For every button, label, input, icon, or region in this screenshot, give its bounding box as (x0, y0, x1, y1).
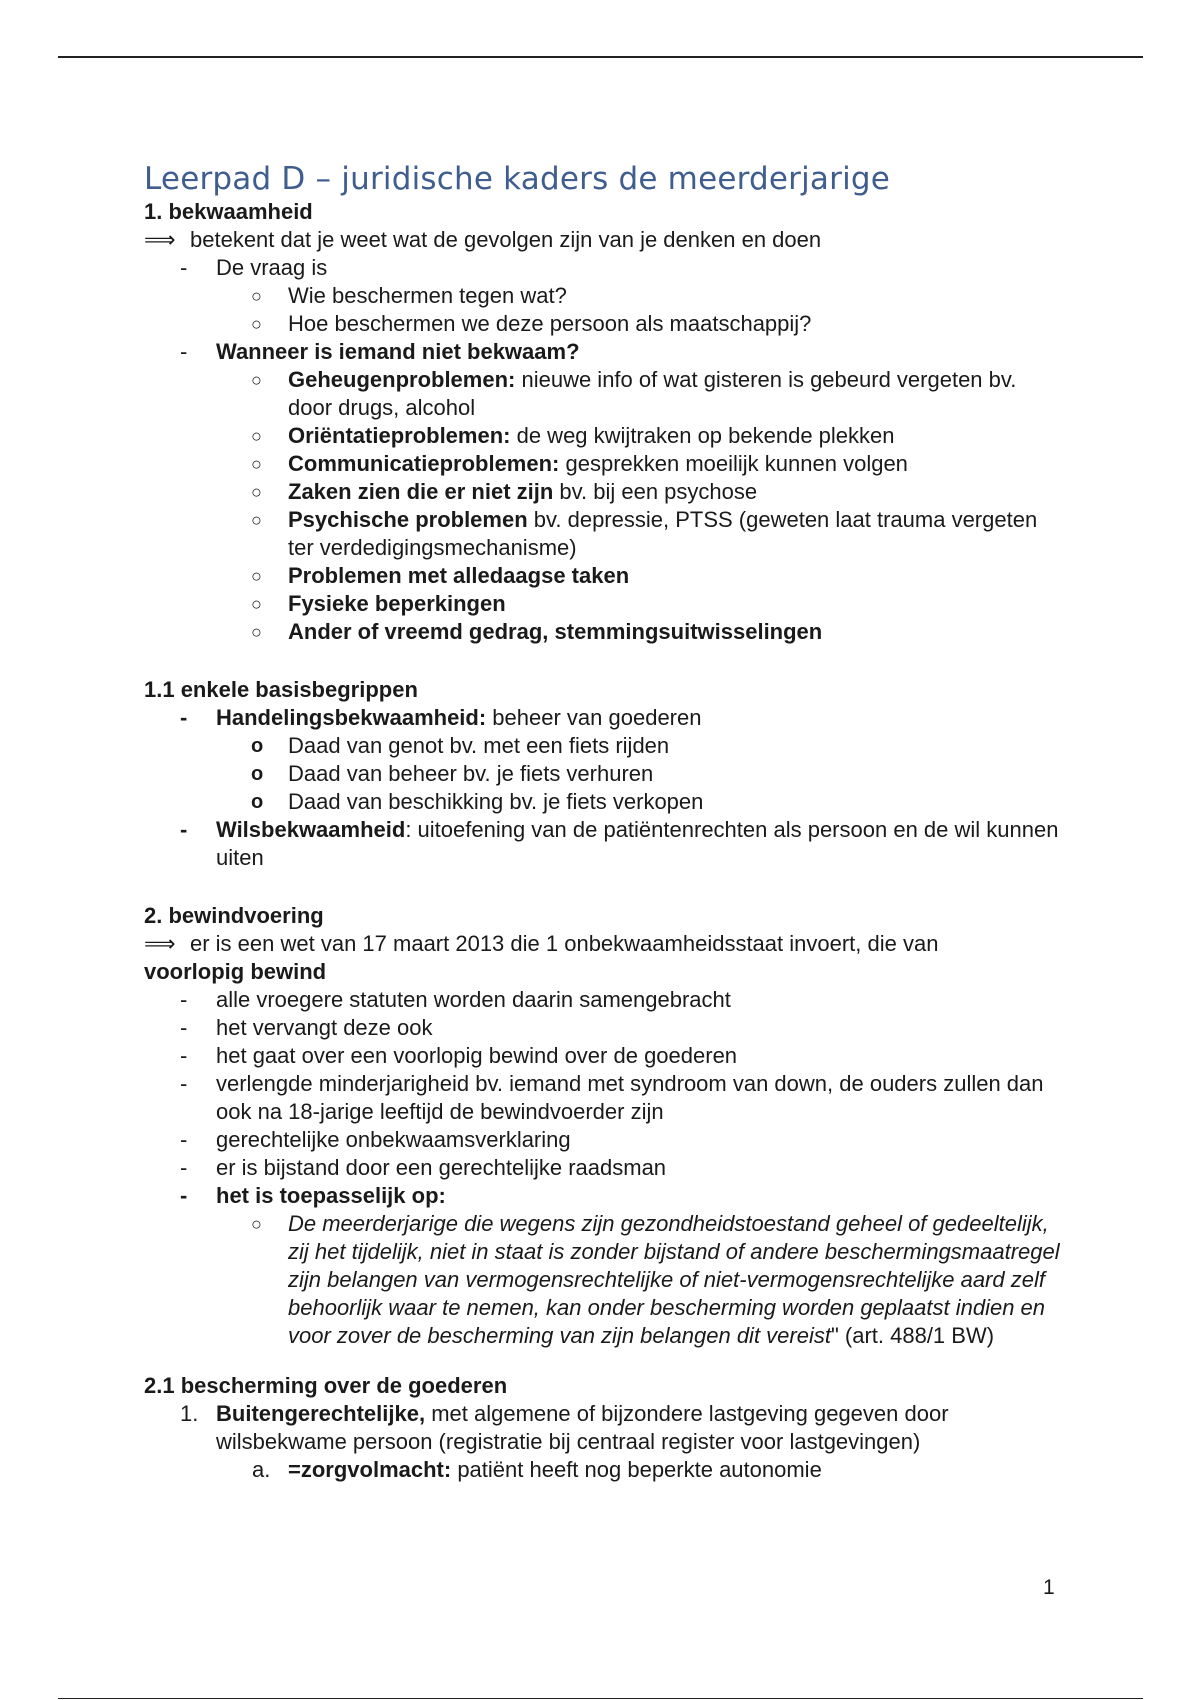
list-item: ○ Hoe beschermen we deze persoon als maatschappij? (251, 311, 812, 336)
list-item: a. =zorgvolmacht: patiënt heeft nog beperkte autonomie (252, 1457, 822, 1482)
page-number: 1 (1043, 1576, 1055, 1599)
list-item: - Handelingsbekwaamheid: beheer van goederen (180, 705, 702, 730)
list-item: - het vervangt deze ook (180, 1015, 433, 1040)
list-item: ○ Oriëntatieproblemen: de weg kwijtraken op bekende plekken (251, 423, 895, 448)
header-rule (58, 56, 1143, 58)
arrow-icon: ⟹ (144, 227, 176, 252)
list-item: ○ Fysieke beperkingen (251, 591, 506, 616)
list-item: - het is toepasselijk op: (180, 1183, 446, 1208)
list-item: ○ Communicatieproblemen: gesprekken moeilijk kunnen volgen (251, 451, 908, 476)
list-item: o Daad van beschikking bv. je fiets verkopen (251, 789, 704, 814)
heading-bescherming: 2.1 bescherming over de goederen (144, 1373, 508, 1398)
list-item: o Daad van beheer bv. je fiets verhuren (251, 761, 654, 786)
quote-item: ○ De meerderjarige die wegens zijn gezondheidstoestand geheel of gedeeltelijk, zij het tijdelijk, niet in staat is zonder bijstand of andere beschermingsmaatregel zijn belangen van vermogensrechtelijke of niet-vermogensrechtelijke aard zelf behoorlijk waar te nemen, kan onder bescherming worden geplaatst indien en voor zover de bescherming van zijn belangen dit vereist" (art. 488/1 BW) (251, 1211, 1060, 1348)
list-bewindvoering (144, 986, 1064, 1350)
list-item: ○ Problemen met alledaagse taken (251, 563, 630, 588)
list-item: - De vraag is (180, 255, 328, 280)
list-item: - er is bijstand door een gerechtelijke raadsman (180, 1155, 667, 1180)
list-item: 1. Buitengerechtelijke, met algemene of bijzondere lastgeving gegeven door wilsbekwame persoon (registratie bij centraal register voor lastgevingen) (180, 1401, 949, 1454)
intro-line: ⟹ er is een wet van 17 maart 2013 die 1 onbekwaamheidsstaat invoert, die van voorlopig bewind (144, 931, 939, 984)
intro-line: ⟹ betekent dat je weet wat de gevolgen zijn van je denken en doen (144, 227, 822, 252)
list-item: - Wilsbekwaamheid: uitoefening van de patiëntenrechten als persoon en de wil kunnen uiten (180, 817, 1059, 870)
list-item: - het gaat over een voorlopig bewind over de goederen (180, 1043, 738, 1068)
list-basisbegrippen (144, 704, 1064, 872)
heading-bewindvoering: 2. bewindvoering (144, 903, 324, 928)
list-item: ○ Wie beschermen tegen wat? (251, 283, 567, 308)
list-item: - Wanneer is iemand niet bekwaam? (180, 339, 580, 364)
arrow-icon: ⟹ (144, 931, 176, 956)
list-bekwaamheid (144, 254, 1064, 646)
list-item: ○ Ander of vreemd gedrag, stemmingsuitwisselingen (251, 619, 823, 644)
list-bescherming (144, 1400, 1064, 1484)
list-item: - verlengde minderjarigheid bv. iemand met syndroom van down, de ouders zullen dan ook na 18-jarige leeftijd de bewindvoerder zijn (180, 1071, 1044, 1124)
document-body (144, 160, 1064, 1484)
heading-bekwaamheid: 1. bekwaamheid (144, 199, 313, 224)
document-title: Leerpad D – juridische kaders de meerderjarige (144, 161, 891, 197)
list-item: o Daad van genot bv. met een fiets rijden (251, 733, 670, 758)
list-item: ○ Zaken zien die er niet zijn bv. bij een psychose (251, 479, 758, 504)
list-item: - gerechtelijke onbekwaamsverklaring (180, 1127, 571, 1152)
list-item: - alle vroegere statuten worden daarin samengebracht (180, 987, 731, 1012)
footer-rule (58, 1698, 1143, 1699)
heading-basisbegrippen: 1.1 enkele basisbegrippen (144, 677, 418, 702)
list-item: ○ Psychische problemen bv. depressie, PTSS (geweten laat trauma vergeten ter verdedigingsmechanisme) (251, 507, 1038, 560)
list-item: ○ Geheugenproblemen: nieuwe info of wat gisteren is gebeurd vergeten bv. door drugs, alcohol (251, 367, 1017, 420)
